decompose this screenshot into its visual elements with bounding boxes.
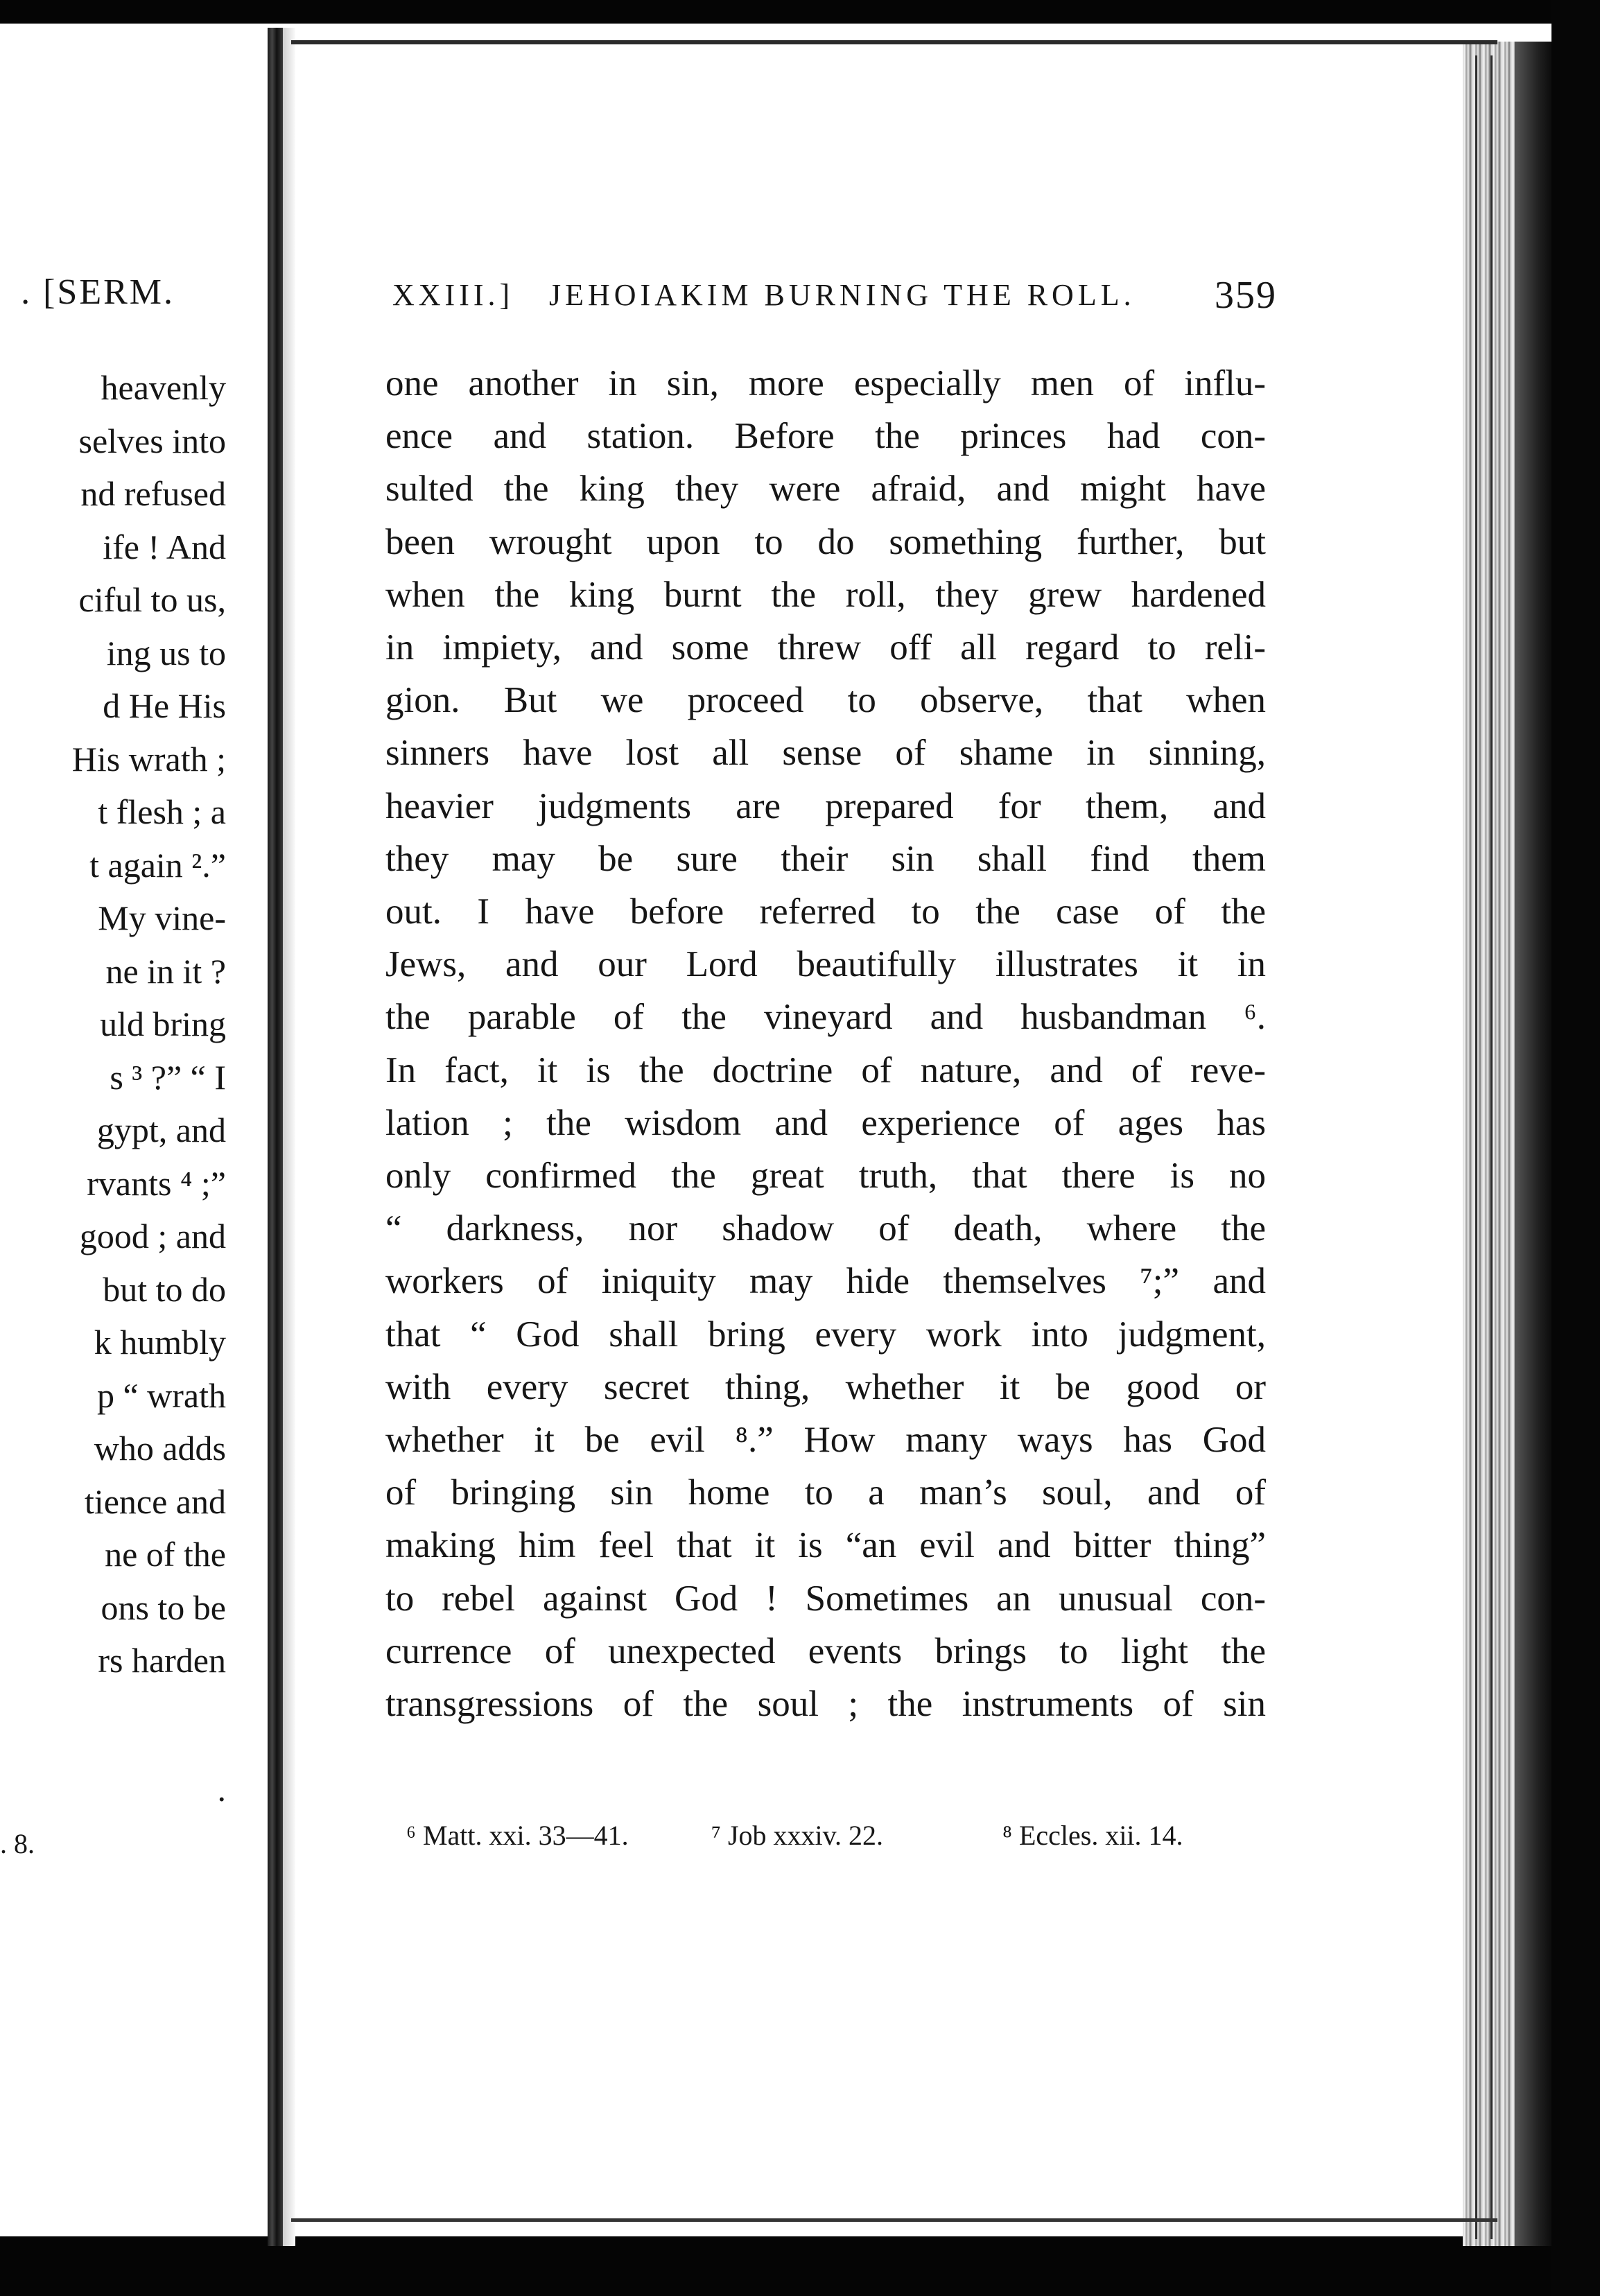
left-page-line: . [217, 1770, 226, 1809]
body-line: one another in sin, more especially men of influ- [385, 363, 1266, 403]
body-line: in impiety, and some threw off all regard to reli- [385, 627, 1266, 668]
left-page-line: t again ².” [89, 845, 226, 885]
body-line: out. I have before referred to the case of the [385, 892, 1266, 932]
body-line: transgressions of the soul ; the instruments of sin [385, 1684, 1266, 1724]
body-line: when the king burnt the roll, they grew hardened [385, 574, 1266, 615]
left-page-footnote: . 8. [0, 1828, 35, 1859]
body-line: to rebel against God ! Sometimes an unusual con- [385, 1578, 1266, 1619]
body-line: the parable of the vineyard and husbandman ⁶. [385, 997, 1266, 1038]
body-line: lation ; the wisdom and experience of ages has [385, 1102, 1266, 1143]
left-page-line: nd refused [80, 474, 226, 513]
footnote-7: ⁷ Job xxxiv. 22. [711, 1820, 884, 1851]
body-line: whether it be evil ⁸.” How many ways has God [385, 1420, 1266, 1460]
left-page-line: ons to be [101, 1588, 226, 1627]
left-page-line: heavenly [101, 368, 226, 407]
body-line: been wrought upon to do something further, but [385, 521, 1266, 562]
page-edge-line [1490, 55, 1493, 2239]
book-gutter [268, 28, 283, 2246]
body-line: ence and station. Before the princes had con- [385, 416, 1266, 457]
book-spine-shadow [1515, 42, 1553, 2246]
left-page-line: ife ! And [103, 527, 226, 566]
body-line: that “ God shall bring every work into judgment, [385, 1314, 1266, 1355]
left-page-line: My vine- [98, 898, 226, 937]
header-title: JEHOIAKIM BURNING THE ROLL. [549, 278, 1136, 312]
left-page-header: . [SERM. [21, 272, 175, 312]
left-page-line: His wrath ; [71, 739, 226, 779]
body-line: workers of iniquity may hide themselves ⁷;” and [385, 1261, 1266, 1302]
left-page-line: d He His [103, 686, 226, 725]
left-page-line: rvants ⁴ ;” [87, 1163, 226, 1203]
body-line: heavier judgments are prepared for them, and [385, 785, 1266, 826]
left-page-line: p “ wrath [96, 1375, 226, 1415]
left-page-line: ne in it ? [105, 951, 226, 991]
left-page-fragment [0, 0, 268, 2296]
left-page-line: ing us to [106, 633, 226, 672]
left-page-line: s ³ ?” “ I [110, 1057, 226, 1097]
body-line: of bringing sin home to a man’s soul, and of [385, 1472, 1266, 1513]
body-line: only confirmed the great truth, that there is no [385, 1156, 1266, 1196]
body-line: Jews, and our Lord beautifully illustrates it in [385, 944, 1266, 985]
page-bottom-edge [291, 2218, 1497, 2222]
left-page-line: uld bring [100, 1004, 226, 1043]
footnote-8: ⁸ Eccles. xii. 14. [1002, 1820, 1183, 1851]
page-top-edge [291, 40, 1497, 44]
header-section-number: XXIII.] [392, 278, 514, 312]
left-page-line: gypt, and [96, 1111, 226, 1149]
body-line: sulted the king they were afraid, and might have [385, 469, 1266, 510]
left-page-line: selves into [78, 421, 226, 460]
left-page-line: but to do [103, 1269, 226, 1309]
left-page-line: rs harden [98, 1641, 226, 1680]
left-page-line: t flesh ; a [98, 792, 226, 831]
left-page-line: who adds [94, 1429, 226, 1468]
body-line: sinners have lost all sense of shame in sinning, [385, 733, 1266, 774]
footnote-6: ⁶ Matt. xxi. 33—41. [406, 1820, 629, 1851]
scan-right-border [1551, 0, 1600, 2296]
left-page-line: tience and [84, 1481, 226, 1521]
body-line: with every secret thing, whether it be good or [385, 1366, 1266, 1407]
left-page-line: good ; and [79, 1217, 226, 1255]
left-page-line: ciful to us, [78, 580, 226, 619]
body-line: “ darkness, nor shadow of death, where the [385, 1208, 1266, 1249]
left-page-line: k humbly [94, 1323, 226, 1362]
body-line: they may be sure their sin shall find them [385, 838, 1266, 879]
left-page-line: ne of the [105, 1535, 226, 1574]
body-line: currence of unexpected events brings to light the [385, 1630, 1266, 1671]
page-edge-line [1475, 55, 1477, 2239]
body-line: making him feel that it is “an evil and bitter thing” [385, 1525, 1266, 1566]
body-line: In fact, it is the doctrine of nature, and of reve- [385, 1050, 1266, 1090]
page-number: 359 [1215, 274, 1277, 317]
body-line: gion. But we proceed to observe, that when [385, 680, 1266, 721]
gutter-shading [283, 28, 295, 2246]
